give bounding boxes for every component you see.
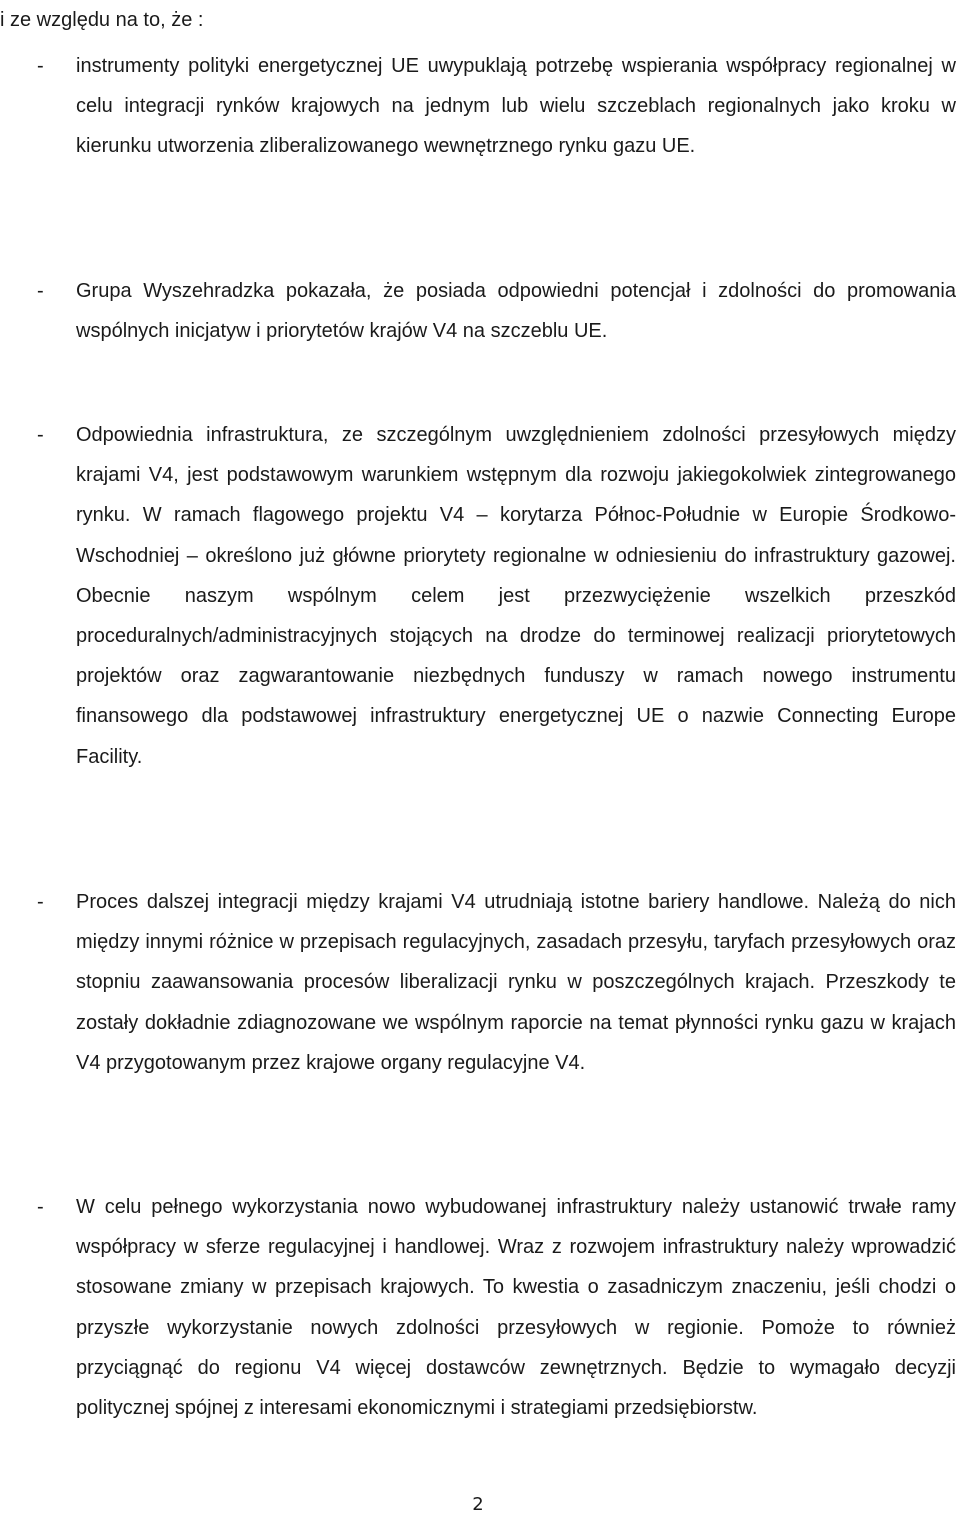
bullet-marker: - xyxy=(37,891,44,913)
bullet-item-1 xyxy=(0,46,956,167)
bullet-marker: - xyxy=(37,55,44,77)
bullet-item-3 xyxy=(0,415,956,777)
bullet-text-1: instrumenty polityki energetycznej UE uwypuklają potrzebę wspierania współpracy regionalnej w celu integracji rynków krajowych na jednym lub wielu szczeblach regionalnych jako kroku w kierunku utworzenia zliberalizowanego wewnętrznego rynku gazu UE. xyxy=(76,55,956,158)
bullet-item-4 xyxy=(0,882,956,1083)
bullet-marker: - xyxy=(37,424,44,446)
bullet-marker: - xyxy=(37,280,44,302)
bullet-text-4: Proces dalszej integracji między krajami V4 utrudniają istotne bariery handlowe. Należą do nich między innymi różnice w przepisach regulacyjnych, zasadach przesyłu, taryfach przesyłowych oraz stopniu zaawansowania procesów liberalizacji rynku w poszczególnych krajach. Przeszkody te zostały dokładnie zdiagnozowane we wspólnym raporcie na temat płynności rynku gazu w krajach V4 przygotowanym przez krajowe organy regulacyjne V4. xyxy=(76,891,956,1074)
intro-line: i ze względu na to, że : xyxy=(0,9,204,31)
bullet-text-3: Odpowiednia infrastruktura, ze szczególnym uwzględnieniem zdolności przesyłowych między krajami V4, jest podstawowym warunkiem wstępnym dla rozwoju jakiegokolwiek zintegrowanego rynku. W ramach flagowego projektu V4 – korytarza Północ-Południe w Europie Środkowo-Wschodniej – określono już główne priorytety regionalne w odniesieniu do infrastruktury gazowej. Obecnie naszym wspólnym celem jest przezwyciężenie wszelkich przeszkód proceduralnych/administracyjnych stojących na drodze do terminowej realizacji priorytetowych projektów oraz zagwarantowanie niezbędnych funduszy w ramach nowego instrumentu finansowego dla podstawowej infrastruktury energetycznej UE o nazwie Connecting Europe Facility. xyxy=(76,424,956,768)
page-number: 2 xyxy=(472,1494,484,1515)
bullet-marker: - xyxy=(37,1196,44,1218)
bullet-item-2 xyxy=(0,271,956,351)
bullet-text-2: Grupa Wyszehradzka pokazała, że posiada odpowiedni potencjał i zdolności do promowania wspólnych inicjatyw i priorytetów krajów V4 na szczeblu UE. xyxy=(76,280,956,343)
bullet-text-5: W celu pełnego wykorzystania nowo wybudowanej infrastruktury należy ustanowić trwałe ramy współpracy w sferze regulacyjnej i handlowej. Wraz z rozwojem infrastruktury należy wprowadzić stosowane zmiany w przepisach krajowych. To kwestia o zasadniczym znaczeniu, jeśli chodzi o przyszłe wykorzystanie nowych zdolności przesyłowych w regionie. Pomoże to również przyciągnąć do regionu V4 więcej dostawców zewnętrznych. Będzie to wymagało decyzji politycznej spójnej z interesami ekonomicznymi i strategiami przedsiębiorstw. xyxy=(76,1196,956,1420)
bullet-item-5 xyxy=(0,1187,956,1428)
